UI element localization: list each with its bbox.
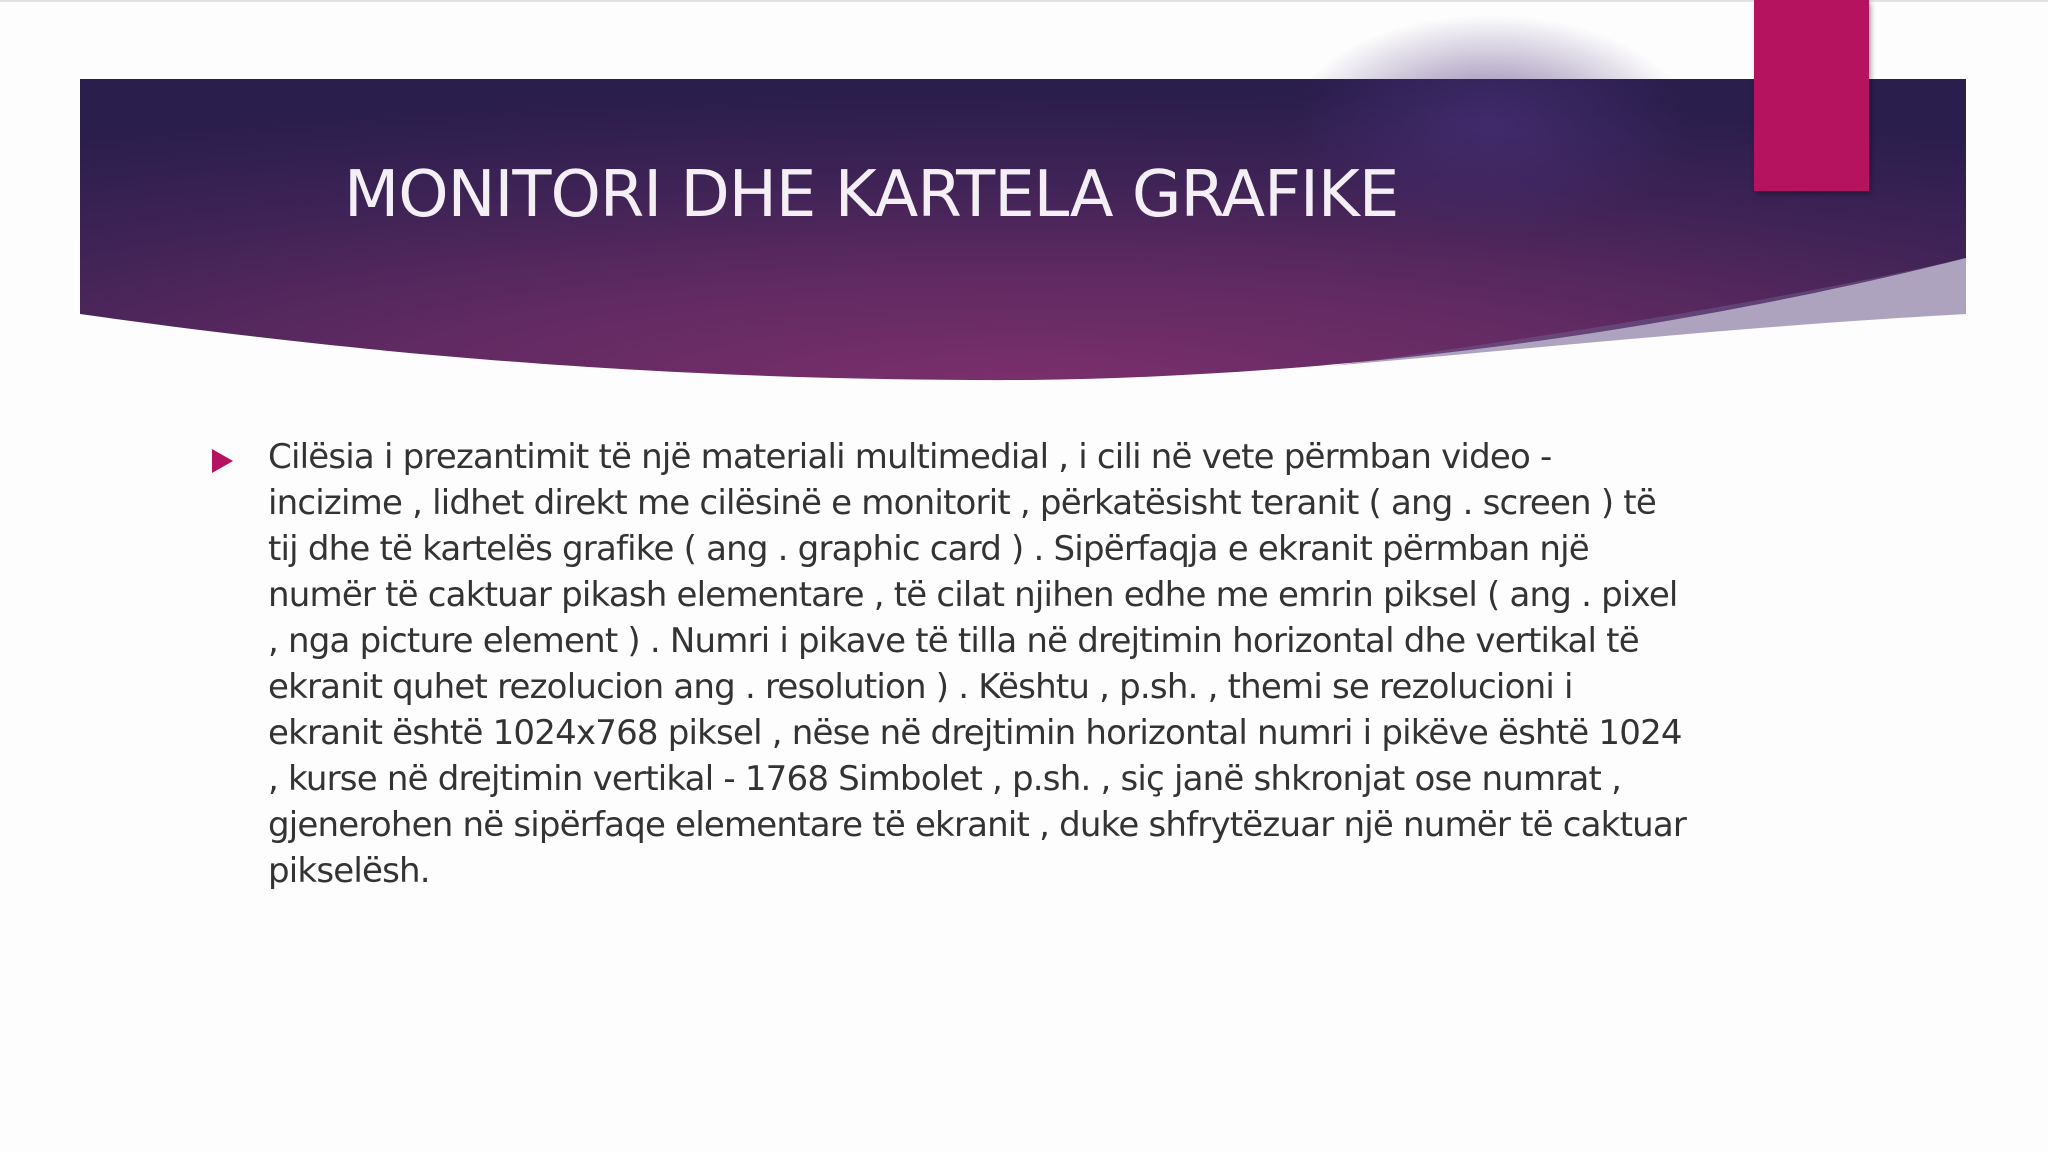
- accent-tab: [1754, 0, 1869, 191]
- slide-content: [210, 434, 1690, 894]
- slide-title: MONITORI DHE KARTELA GRAFIKE: [344, 158, 1399, 232]
- triangle-right-icon: [212, 449, 233, 473]
- bullet-text: Cilësia i prezantimit të një materiali multimedial , i cili në vete përmban video - incizime , lidhet direkt me cilësinë e monitorit , përkatësisht teranit ( ang . screen ) të tij dhe të kartelës grafike ( ang . graphic card ) . Sipërfaqja e ekranit përmban një numër të caktuar pikash elementare , të cilat njihen edhe me emrin piksel ( ang . pixel , nga picture element ) . Numri i pikave të tilla në drejtimin horizontal dhe vertikal të ekranit quhet rezolucion ang . resolution ) . Kështu , p.sh. , themi se rezolucioni i ekranit është 1024x768 piksel , nëse në drejtimin horizontal numri i pikëve është 1024 , kurse në drejtimin vertikal - 1768 Simbolet , p.sh. , siç janë shkronjat ose numrat , gjenerohen në sipërfaqe elementare të ekranit , duke shfrytëzuar një numër të caktuar pikselësh.: [268, 437, 1687, 891]
- bullet-item: [210, 434, 1690, 894]
